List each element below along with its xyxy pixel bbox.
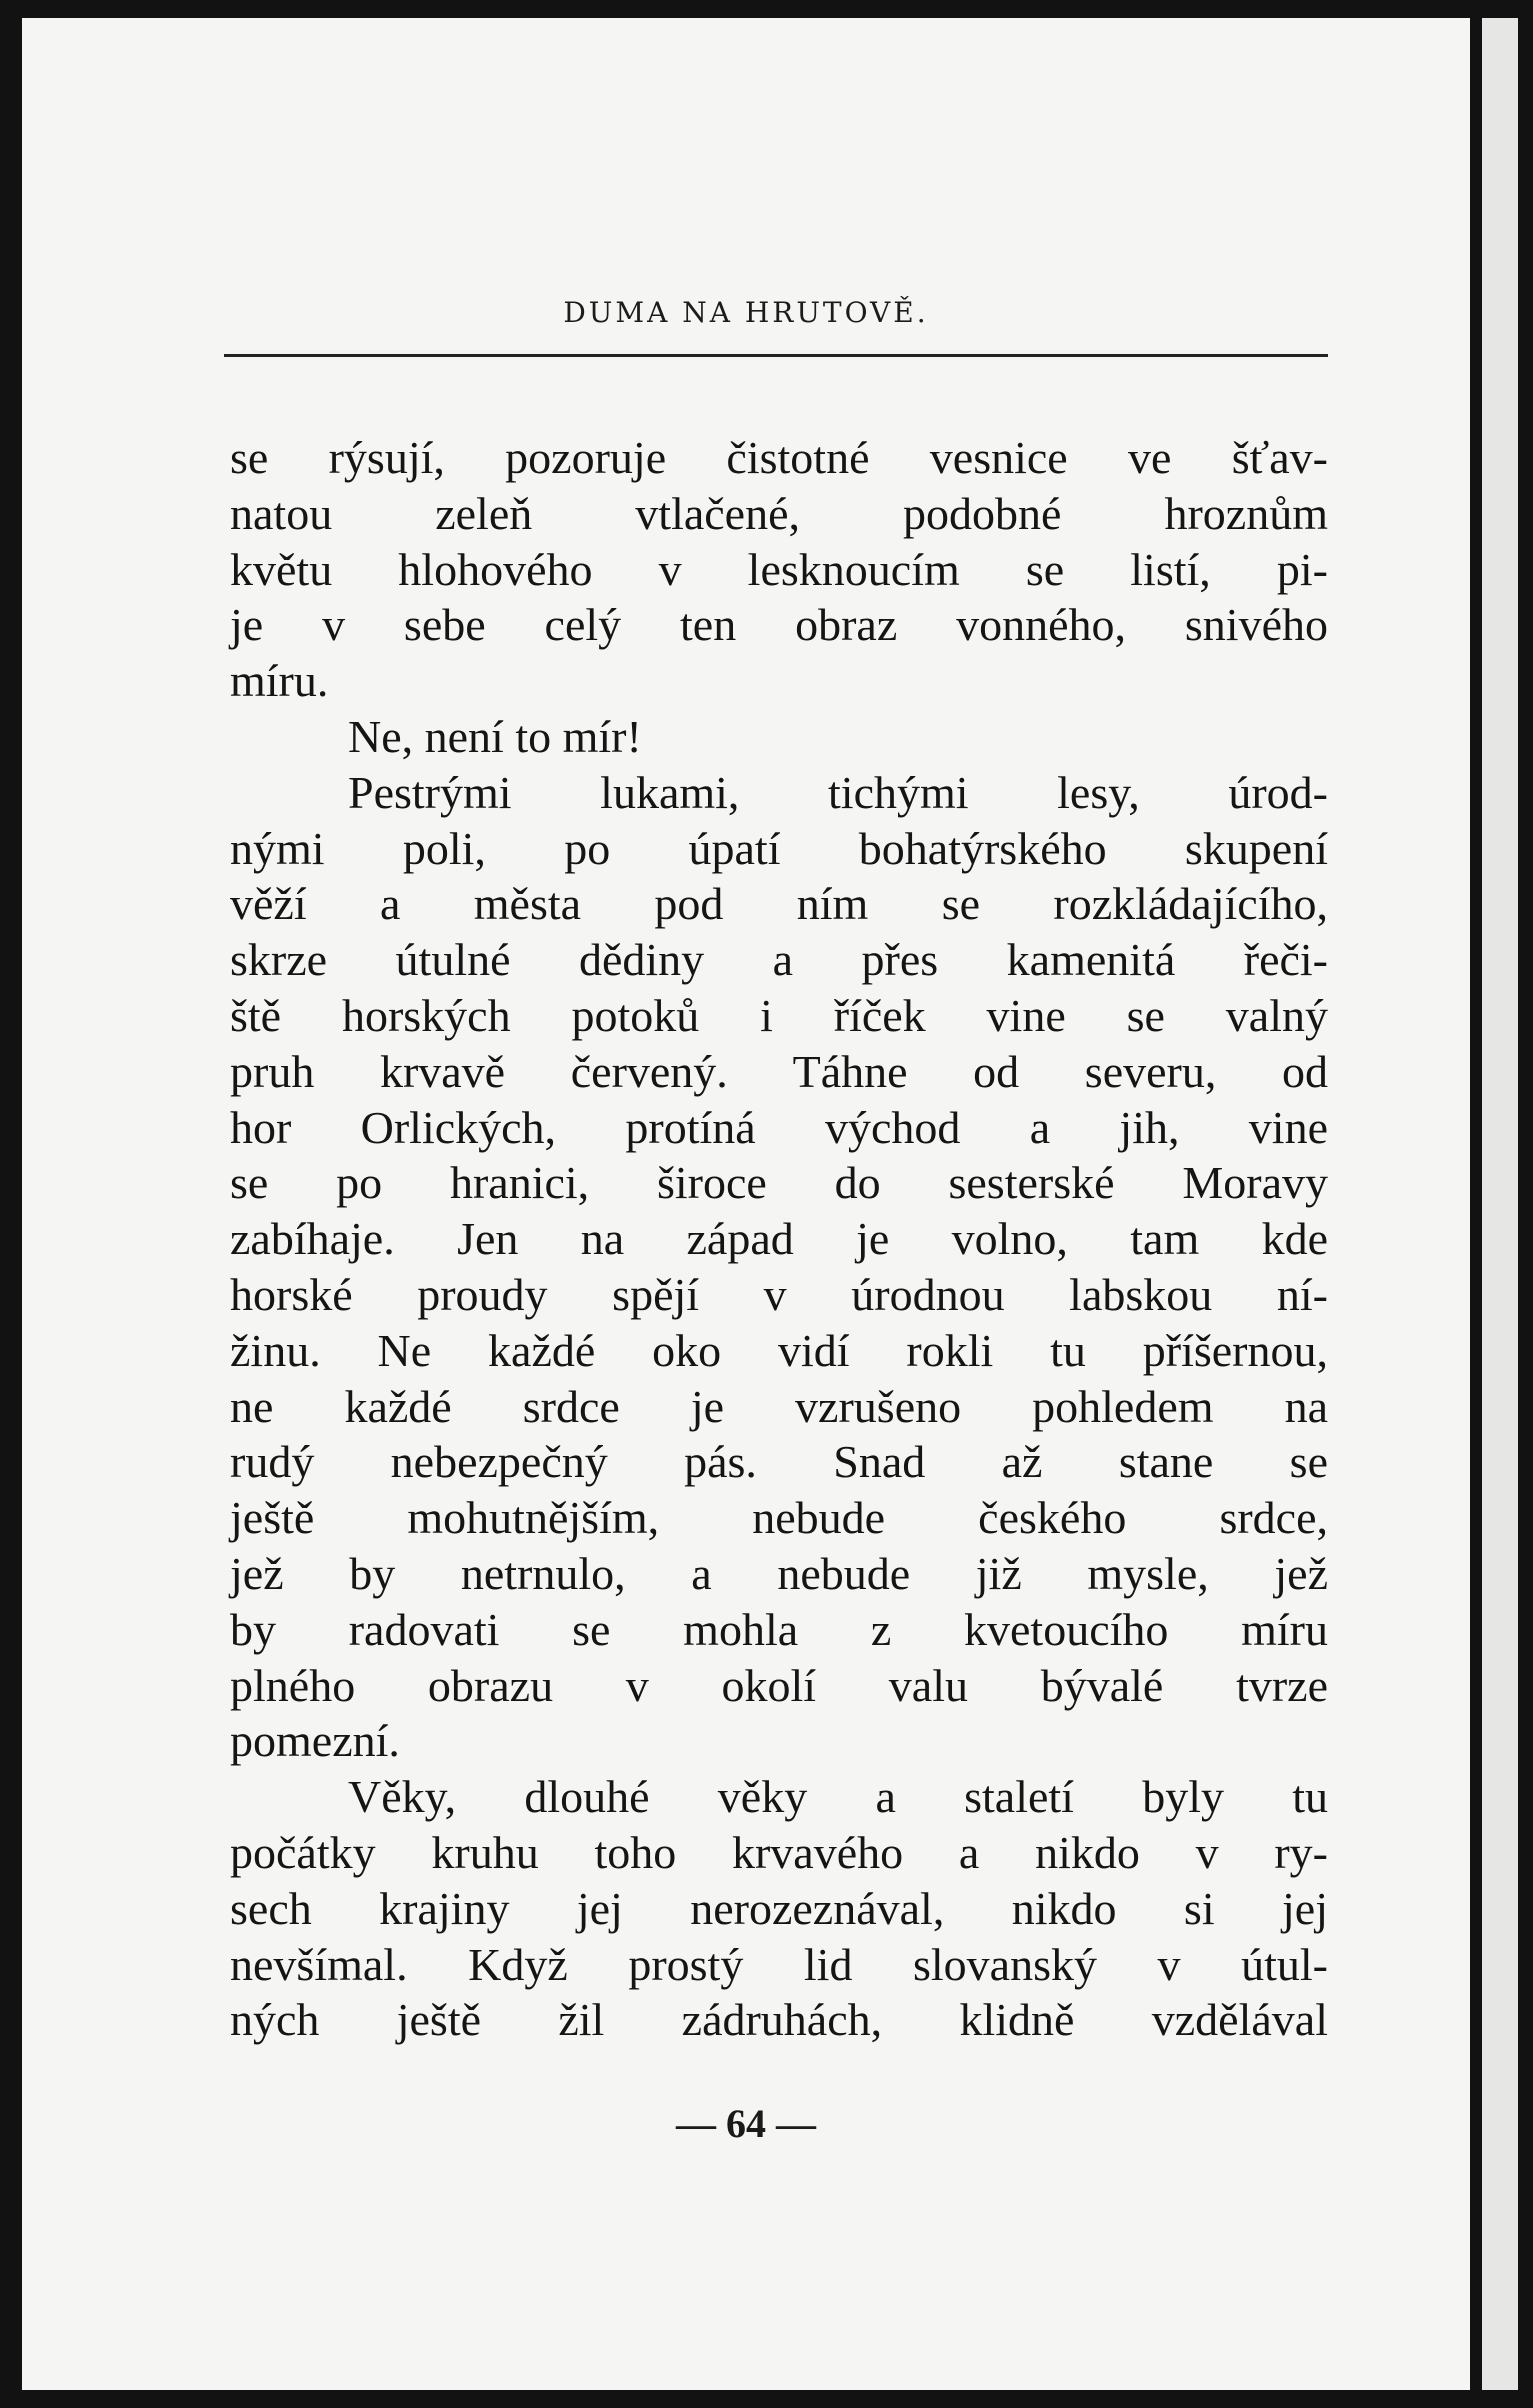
- text-line: žinu. Ne každé oko vidí rokli tu příšernou,: [230, 1324, 1328, 1376]
- text-line: sech krajiny jej nerozeznával, nikdo si jej: [230, 1882, 1328, 1934]
- body-text: [230, 430, 1328, 2048]
- text-line: nými poli, po úpatí bohatýrského skupení: [230, 822, 1328, 874]
- page-number: — 64 —: [676, 2101, 816, 2146]
- text-line: Ne, není to mír!: [348, 710, 642, 762]
- text-line: ještě mohutnějším, nebude českého srdce,: [230, 1492, 1328, 1544]
- text-line: horské proudy spějí v úrodnou labskou ní-: [230, 1268, 1328, 1320]
- text-line: je v sebe celý ten obraz vonného, snivého: [230, 599, 1328, 651]
- text-line: plného obrazu v okolí valu bývalé tvrze: [230, 1659, 1328, 1711]
- text-line: zabíhaje. Jen na západ je volno, tam kde: [230, 1213, 1328, 1265]
- text-line: věží a města pod ním se rozkládajícího,: [230, 878, 1328, 930]
- text-line: pomezní.: [230, 1715, 400, 1767]
- text-line: rudý nebezpečný pás. Snad až stane se: [230, 1436, 1328, 1488]
- book-page: [22, 18, 1470, 2390]
- text-line: nevšímal. Když prostý lid slovanský v útul-: [230, 1938, 1328, 1990]
- text-line: se rýsují, pozoruje čistotné vesnice ve šťav-: [230, 432, 1328, 483]
- header-rule: [224, 354, 1328, 357]
- text-line: by radovati se mohla z kvetoucího míru: [230, 1603, 1328, 1655]
- text-line: se po hranici, široce do sesterské Moravy: [230, 1157, 1328, 1209]
- text-line: pruh krvavě červený. Táhne od severu, od: [230, 1045, 1328, 1097]
- running-header: DUMA NA HRUTOVĚ.: [563, 296, 929, 329]
- text-line: ne každé srdce je vzrušeno pohledem na: [230, 1380, 1328, 1432]
- text-line: hor Orlických, protíná východ a jih, vine: [230, 1101, 1328, 1153]
- text-line: ště horských potoků i říček vine se valný: [230, 989, 1328, 1041]
- text-line: ných ještě žil zádruhách, klidně vzdělával: [230, 1994, 1328, 2046]
- text-line: Pestrými lukami, tichými lesy, úrod-: [348, 766, 1328, 818]
- text-line: počátky kruhu toho krvavého a nikdo v ry-: [230, 1826, 1328, 1878]
- text-line: míru.: [230, 655, 329, 707]
- text-line: skrze útulné dědiny a přes kamenitá řeči-: [230, 934, 1328, 986]
- text-line: květu hlohového v lesknoucím se listí, pi-: [230, 543, 1328, 595]
- text-line: Věky, dlouhé věky a staletí byly tu: [348, 1771, 1328, 1823]
- text-line: natou zeleň vtlačené, podobné hroznům: [230, 487, 1328, 539]
- text-line: jež by netrnulo, a nebude již mysle, jež: [230, 1547, 1328, 1599]
- adjacent-page-edge: [1482, 18, 1518, 2390]
